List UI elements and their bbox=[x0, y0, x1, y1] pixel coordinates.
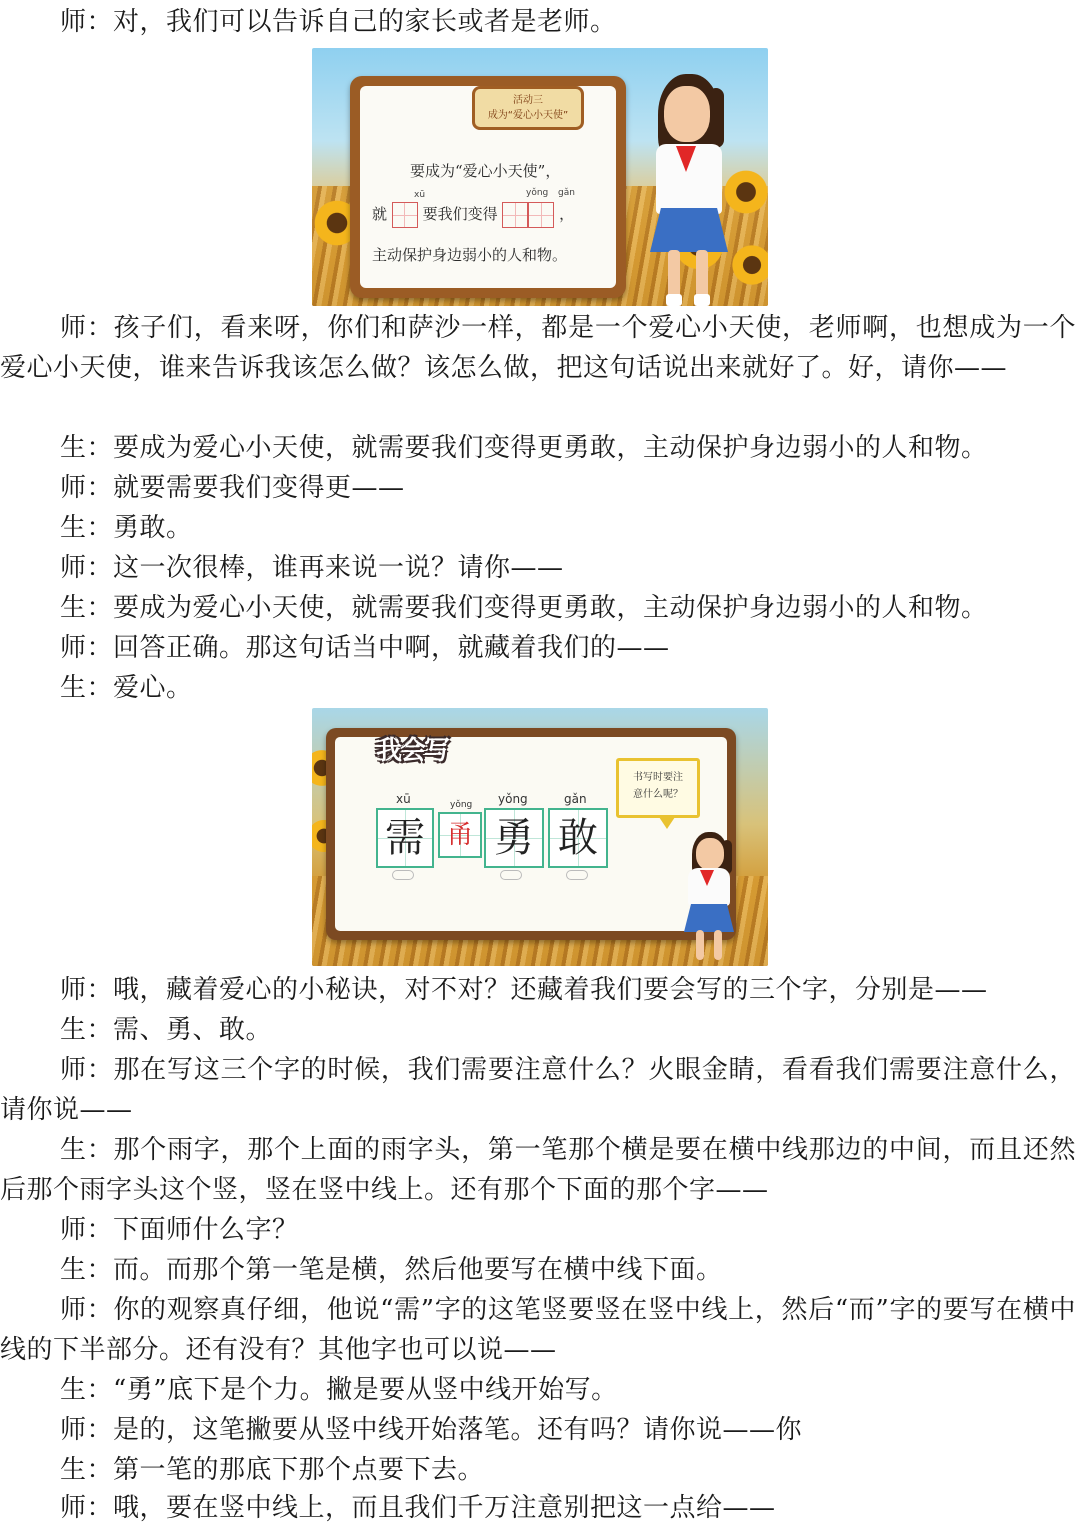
paragraph: 师：这一次很棒，谁再来说一说？请你—— bbox=[60, 553, 564, 583]
paragraph: 生：“勇”底下是个力。撇是要从竖中线开始写。 bbox=[60, 1375, 618, 1405]
paragraph: 师：孩子们，看来呀，你们和萨沙一样，都是一个爱心小天使，老师啊，也想成为一个爱心小天使，谁来告诉我该怎么做？该怎么做，把这句话说出来就好了。好，请你—— bbox=[0, 313, 1076, 383]
hint-note: 书写时要注意什么呢？ bbox=[616, 758, 700, 818]
character-box: 敢 bbox=[548, 808, 608, 868]
pinyin-label: xū bbox=[396, 792, 411, 806]
paragraph: 师：下面师什么字？ bbox=[60, 1215, 299, 1245]
paragraph: 师：哦，藏着爱心的小秘诀，对不对？还藏着我们要会写的三个字，分别是—— bbox=[60, 975, 988, 1005]
tianzige-box bbox=[502, 202, 528, 228]
fill-in-line: 就 要我们变得 ， bbox=[372, 202, 574, 228]
chalkboard bbox=[350, 76, 626, 298]
pinyin-label: gǎn bbox=[558, 188, 575, 198]
tianzige-box bbox=[528, 202, 554, 228]
small-label-pill bbox=[392, 870, 414, 880]
paragraph: 师：回答正确。那这句话当中啊，就藏着我们的—— bbox=[60, 633, 670, 663]
lesson-slide-activity-three bbox=[312, 48, 768, 306]
paragraph: 师：就要需要我们变得更—— bbox=[60, 473, 405, 503]
lesson-slide-writing bbox=[312, 708, 768, 966]
paragraph: 生：而。而那个第一笔是横，然后他要写在横中线下面。 bbox=[60, 1255, 723, 1285]
paragraph: 师：哦，要在竖中线上，而且我们千万注意别把这一点给—— bbox=[60, 1493, 776, 1523]
paragraph: 生：那个雨字，那个上面的雨字头，第一笔那个横是要在横中线那边的中间，而且还然后那个雨字头这个竖，竖在竖中线上。还有那个下面的那个字—— bbox=[0, 1135, 1076, 1205]
slide-title: 我会写 bbox=[376, 736, 449, 766]
paragraph: 师：对，我们可以告诉自己的家长或者是老师。 bbox=[60, 7, 617, 37]
paragraph: 师：是的，这笔撇要从竖中线开始落笔。还有吗？请你说——你 bbox=[60, 1415, 803, 1445]
tianzige-box bbox=[392, 202, 418, 228]
pinyin-label: gǎn bbox=[564, 792, 587, 806]
sentence-line: 要成为“爱心小天使”， bbox=[410, 162, 561, 180]
paragraph: 生：爱心。 bbox=[60, 673, 193, 703]
paragraph: 师：那在写这三个字的时候，我们需要注意什么？火眼金睛，看看我们需要注意什么，请你说—— bbox=[0, 1055, 1076, 1125]
character-box: 需 bbox=[376, 808, 434, 868]
pinyin-label: yǒng bbox=[526, 188, 549, 198]
paragraph: 生：勇敢。 bbox=[60, 513, 193, 543]
character-box: 勇 bbox=[484, 808, 544, 868]
small-label-pill bbox=[566, 870, 588, 880]
pinyin-label: xū bbox=[414, 190, 426, 200]
pinyin-label: yǒng bbox=[450, 800, 473, 810]
sunflower bbox=[722, 168, 768, 216]
paragraph: 生：需、勇、敢。 bbox=[60, 1015, 273, 1045]
activity-tag: 活动三 成为“爱心小天使” bbox=[472, 86, 584, 130]
sentence-line: 主动保护身边弱小的人和物。 bbox=[372, 246, 568, 264]
small-label-pill bbox=[500, 870, 522, 880]
paragraph: 生：要成为爱心小天使，就需要我们变得更勇敢，主动保护身边弱小的人和物。 bbox=[60, 593, 988, 623]
paragraph: 生：第一笔的那底下那个点要下去。 bbox=[60, 1455, 485, 1485]
pinyin-label: yǒng bbox=[498, 792, 528, 806]
sunflower bbox=[730, 243, 768, 287]
paragraph: 生：要成为爱心小天使，就需要我们变得更勇敢，主动保护身边弱小的人和物。 bbox=[60, 433, 988, 463]
character-box: 甬 bbox=[438, 812, 482, 858]
paragraph: 师：你的观察真仔细，他说“需”字的这笔竖要竖在竖中线上，然后“而”字的要写在横中线的下半部分。还有没有？其他字也可以说—— bbox=[0, 1295, 1076, 1365]
